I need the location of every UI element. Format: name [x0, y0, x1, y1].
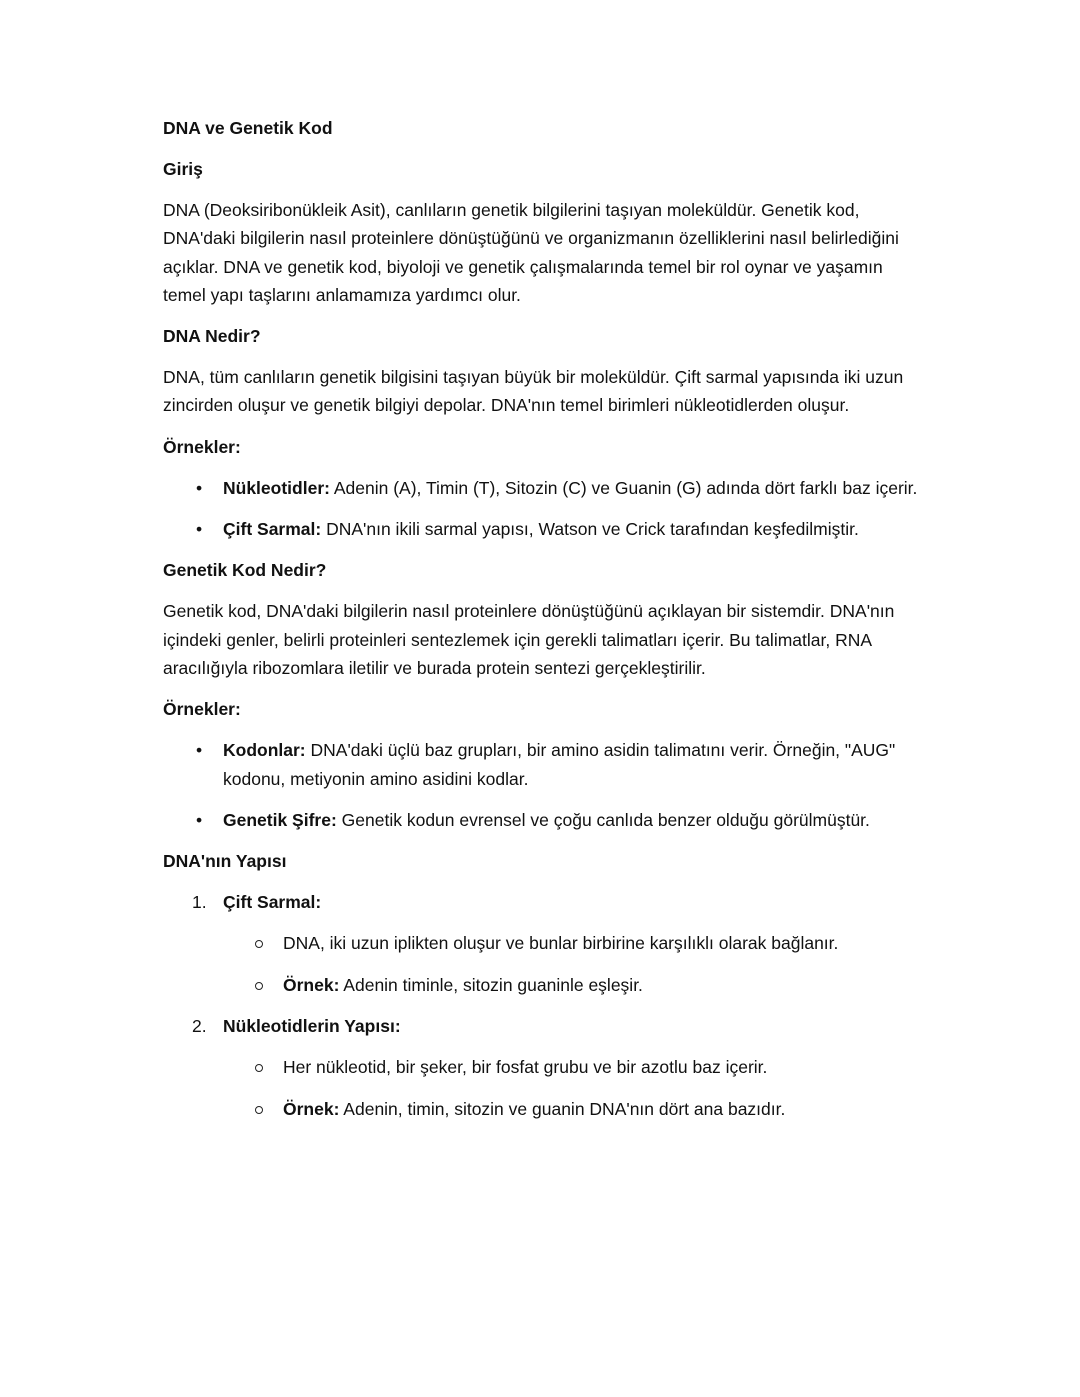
example-text: Genetik kodun evrensel ve çoğu canlıda benzer olduğu görülmüştür. [336, 809, 870, 830]
hollow-bullet-icon [255, 982, 263, 990]
sub-text: Adenin, timin, sitozin ve guanin DNA'nın dört ana bazıdır. [339, 1098, 786, 1119]
code-heading: Genetik Kod Nedir? [163, 560, 327, 581]
dna-heading: DNA Nedir? [163, 326, 261, 347]
example-term: Genetik Şifre: [223, 809, 337, 830]
code-examples-list [163, 736, 923, 834]
item-number: 1. [192, 892, 207, 913]
sub-list [223, 929, 923, 999]
intro-heading: Giriş [163, 159, 203, 179]
sub-list [223, 1053, 923, 1123]
sub-term: Örnek: [283, 1098, 340, 1119]
dna-paragraph: DNA, tüm canlıların genetik bilgisini taşıyan büyük bir moleküldür. Çift sarmal yapısında iki uzun zincirden oluşur ve genetik bilgiyi depolar. DNA'nın temel birimleri nükleotidlerden oluşur. [163, 367, 904, 416]
bullet-icon: • [196, 477, 203, 498]
list-item [163, 806, 923, 834]
sub-text: DNA, iki uzun iplikten oluşur ve bunlar birbirine karşılıklı olarak bağlanır. [283, 933, 839, 954]
hollow-bullet-icon [255, 940, 263, 948]
hollow-bullet-icon [255, 1106, 263, 1114]
list-item [163, 515, 923, 543]
sub-item [223, 971, 923, 999]
code-paragraph: Genetik kod, DNA'daki bilgilerin nasıl proteinlere dönüştüğünü açıklayan bir sistemdir. DNA'nın içindeki genler, belirli proteinleri sentezlemek için gerekli talimatları içerir. Bu talimatlar, RNA aracılığıyla ribozomlara iletilir ve burada protein sentezi gerçekleştirilir. [163, 601, 895, 678]
list-item [163, 736, 923, 793]
sub-term: Örnek: [283, 974, 340, 995]
hollow-bullet-icon [255, 1064, 263, 1072]
example-term: Nükleotidler: [223, 477, 330, 498]
structure-list [163, 888, 923, 1123]
bullet-icon: • [196, 740, 203, 761]
bullet-icon: • [196, 519, 203, 540]
sub-text: Her nükleotid, bir şeker, bir fosfat grubu ve bir azotlu baz içerir. [283, 1057, 768, 1078]
dna-examples-heading: Örnekler: [163, 436, 241, 457]
sub-item [223, 1053, 923, 1081]
example-term: Çift Sarmal: [223, 519, 322, 540]
numbered-item [163, 1012, 923, 1123]
example-text: DNA'daki üçlü baz grupları, bir amino asidin talimatını verir. Örneğin, "AUG" kodonu, metiyonin amino asidini kodlar. [223, 740, 896, 789]
example-text: DNA'nın ikili sarmal yapısı, Watson ve Crick tarafından keşfedilmiştir. [321, 519, 859, 540]
example-term: Kodonlar: [223, 740, 306, 761]
example-text: Adenin (A), Timin (T), Sitozin (C) ve Guanin (G) adında dört farklı baz içerir. [329, 477, 918, 498]
sub-item [223, 1095, 923, 1123]
numbered-item [163, 888, 923, 999]
document-page [163, 114, 923, 1136]
code-examples-heading: Örnekler: [163, 699, 241, 720]
structure-heading: DNA'nın Yapısı [163, 851, 287, 872]
item-title: Çift Sarmal: [223, 892, 322, 913]
sub-text: Adenin timinle, sitozin guaninle eşleşir. [339, 974, 643, 995]
item-number: 2. [192, 1016, 207, 1037]
item-title: Nükleotidlerin Yapısı: [223, 1016, 401, 1037]
list-item [163, 474, 923, 502]
intro-paragraph: DNA (Deoksiribonükleik Asit), canlıların genetik bilgilerini taşıyan moleküldür. Genetik kod, DNA'daki bilgilerin nasıl proteinlere dönüştüğünü ve organizmanın özelliklerini nasıl belirlediğini açıklar. DNA ve genetik kod, biyoloji ve genetik çalışmalarında temel bir rol oynar ve yaşamın temel yapı taşlarını anlamamıza yardımcı olur. [163, 200, 899, 305]
bullet-icon: • [196, 809, 203, 830]
dna-examples-list [163, 474, 923, 544]
document-title: DNA ve Genetik Kod [163, 118, 333, 138]
sub-item [223, 929, 923, 957]
